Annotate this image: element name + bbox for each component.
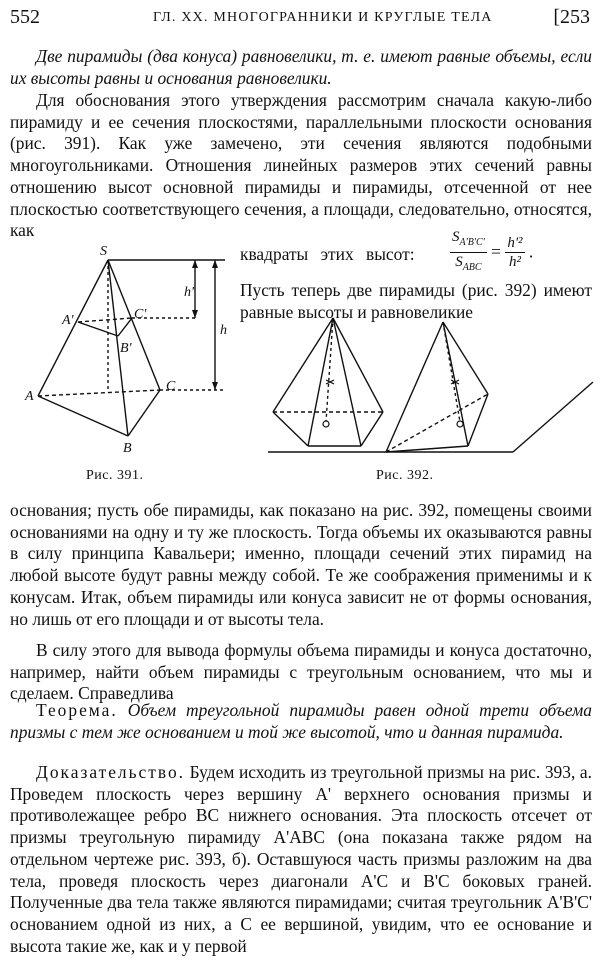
proof-text: Будем исходить из треугольной призмы на рис. 393, а. Проведем плоскость через вершину A' верхнего основания призмы и противолежащее ребро BC нижнего основания. Эта плоскость отсечет от призмы треугольную пирамиду A'ABC (она показана также рядом на отдельном чертеже рис. 393, б). Оставшуюся часть призмы разложим на два тела, проведя плоскость через диагонали A'C и B'C боковых граней. Полученные два тела также являются пирамидами; считая треугольник A'B'C' основанием одной из них, а C ее вершиной, увидим, что ее основание и высота такие же, как и у первой bbox=[10, 762, 592, 956]
label-B: B bbox=[123, 441, 132, 456]
theorem-paragraph bbox=[10, 700, 592, 743]
running-title: ГЛ. XX. МНОГОГРАННИКИ И КРУГЛЫЕ ТЕЛА bbox=[153, 10, 493, 25]
label-h-prime: h' bbox=[184, 285, 194, 300]
label-A-prime: A' bbox=[62, 313, 74, 328]
label-h: h bbox=[220, 323, 227, 338]
label-C-prime: C' bbox=[134, 307, 147, 322]
theorem-label: Теорема. bbox=[36, 700, 118, 720]
statement-paragraph: Две пирамиды (два конуса) равновелики, т. е. имеют равные объемы, если их высоты равны и основания равновелики. bbox=[10, 46, 592, 88]
label-S: S bbox=[100, 244, 107, 259]
body-paragraph-3: В силу этого для вывода формулы объема пирамиды и конуса достаточно, например, найти объем пирамиды с треугольным основанием, что мы и сделаем. Справедлива bbox=[10, 640, 592, 704]
area-ratio-formula: $\frac{S_{A'B'C'}}{S_{ABC}}$ = $\frac{\text{h'²}}{\text{h²}}$ . bbox=[452, 229, 534, 273]
label-A: A bbox=[25, 389, 34, 404]
proof-paragraph bbox=[10, 762, 592, 957]
figure-392 bbox=[258, 312, 598, 472]
caption-391: Рис. 391. bbox=[86, 468, 144, 483]
caption-392: Рис. 392. bbox=[376, 468, 434, 483]
proof-label: Доказательство. bbox=[36, 762, 185, 782]
side-rest: Пусть теперь две пирамиды (рис. 392) имеют равные высоты и равновеликие bbox=[240, 280, 592, 322]
theorem-text: Объем треугольной пирамиды равен одной трети объема призмы с тем же основанием и той же высотой, что и данная пирамида. bbox=[10, 700, 592, 742]
paragraph-ref: [253 bbox=[553, 6, 590, 28]
label-C: C bbox=[166, 379, 176, 394]
page-header bbox=[10, 6, 590, 28]
body-paragraph-1: Для обоснования этого утверждения рассмотрим сначала какую-либо пирамиду и ее сечения плоскостями, параллельными плоскости основания (рис. 391). Как уже замечено, эти сечения являются подобными многоугольниками. Отношения линейных размеров этих сечений равны отношению высот основной пирамиды и пирамиды, отсеченной от нее плоскостью соответствующего сечения, а площади, следовательно, относятся, как bbox=[10, 90, 592, 241]
label-B-prime: B' bbox=[120, 341, 132, 356]
side-line-1: квадраты этих высот: bbox=[240, 244, 415, 264]
body-paragraph-2: основания; пусть обе пирамиды, как показано на рис. 392, помещены своими основаниями на одну и ту же плоскость. Тогда объемы их оказываются равны в силу принципа Кавальери; именно, площади сечений этих пирамид на любой высоте будут равны между собой. Те же соображения применимы и к конусам. Итак, объем пирамиды или конуса зависит не от формы основания, но лишь от его площади и от высоты тела. bbox=[10, 500, 592, 629]
figure-391 bbox=[20, 238, 235, 463]
page-number: 552 bbox=[10, 6, 40, 28]
